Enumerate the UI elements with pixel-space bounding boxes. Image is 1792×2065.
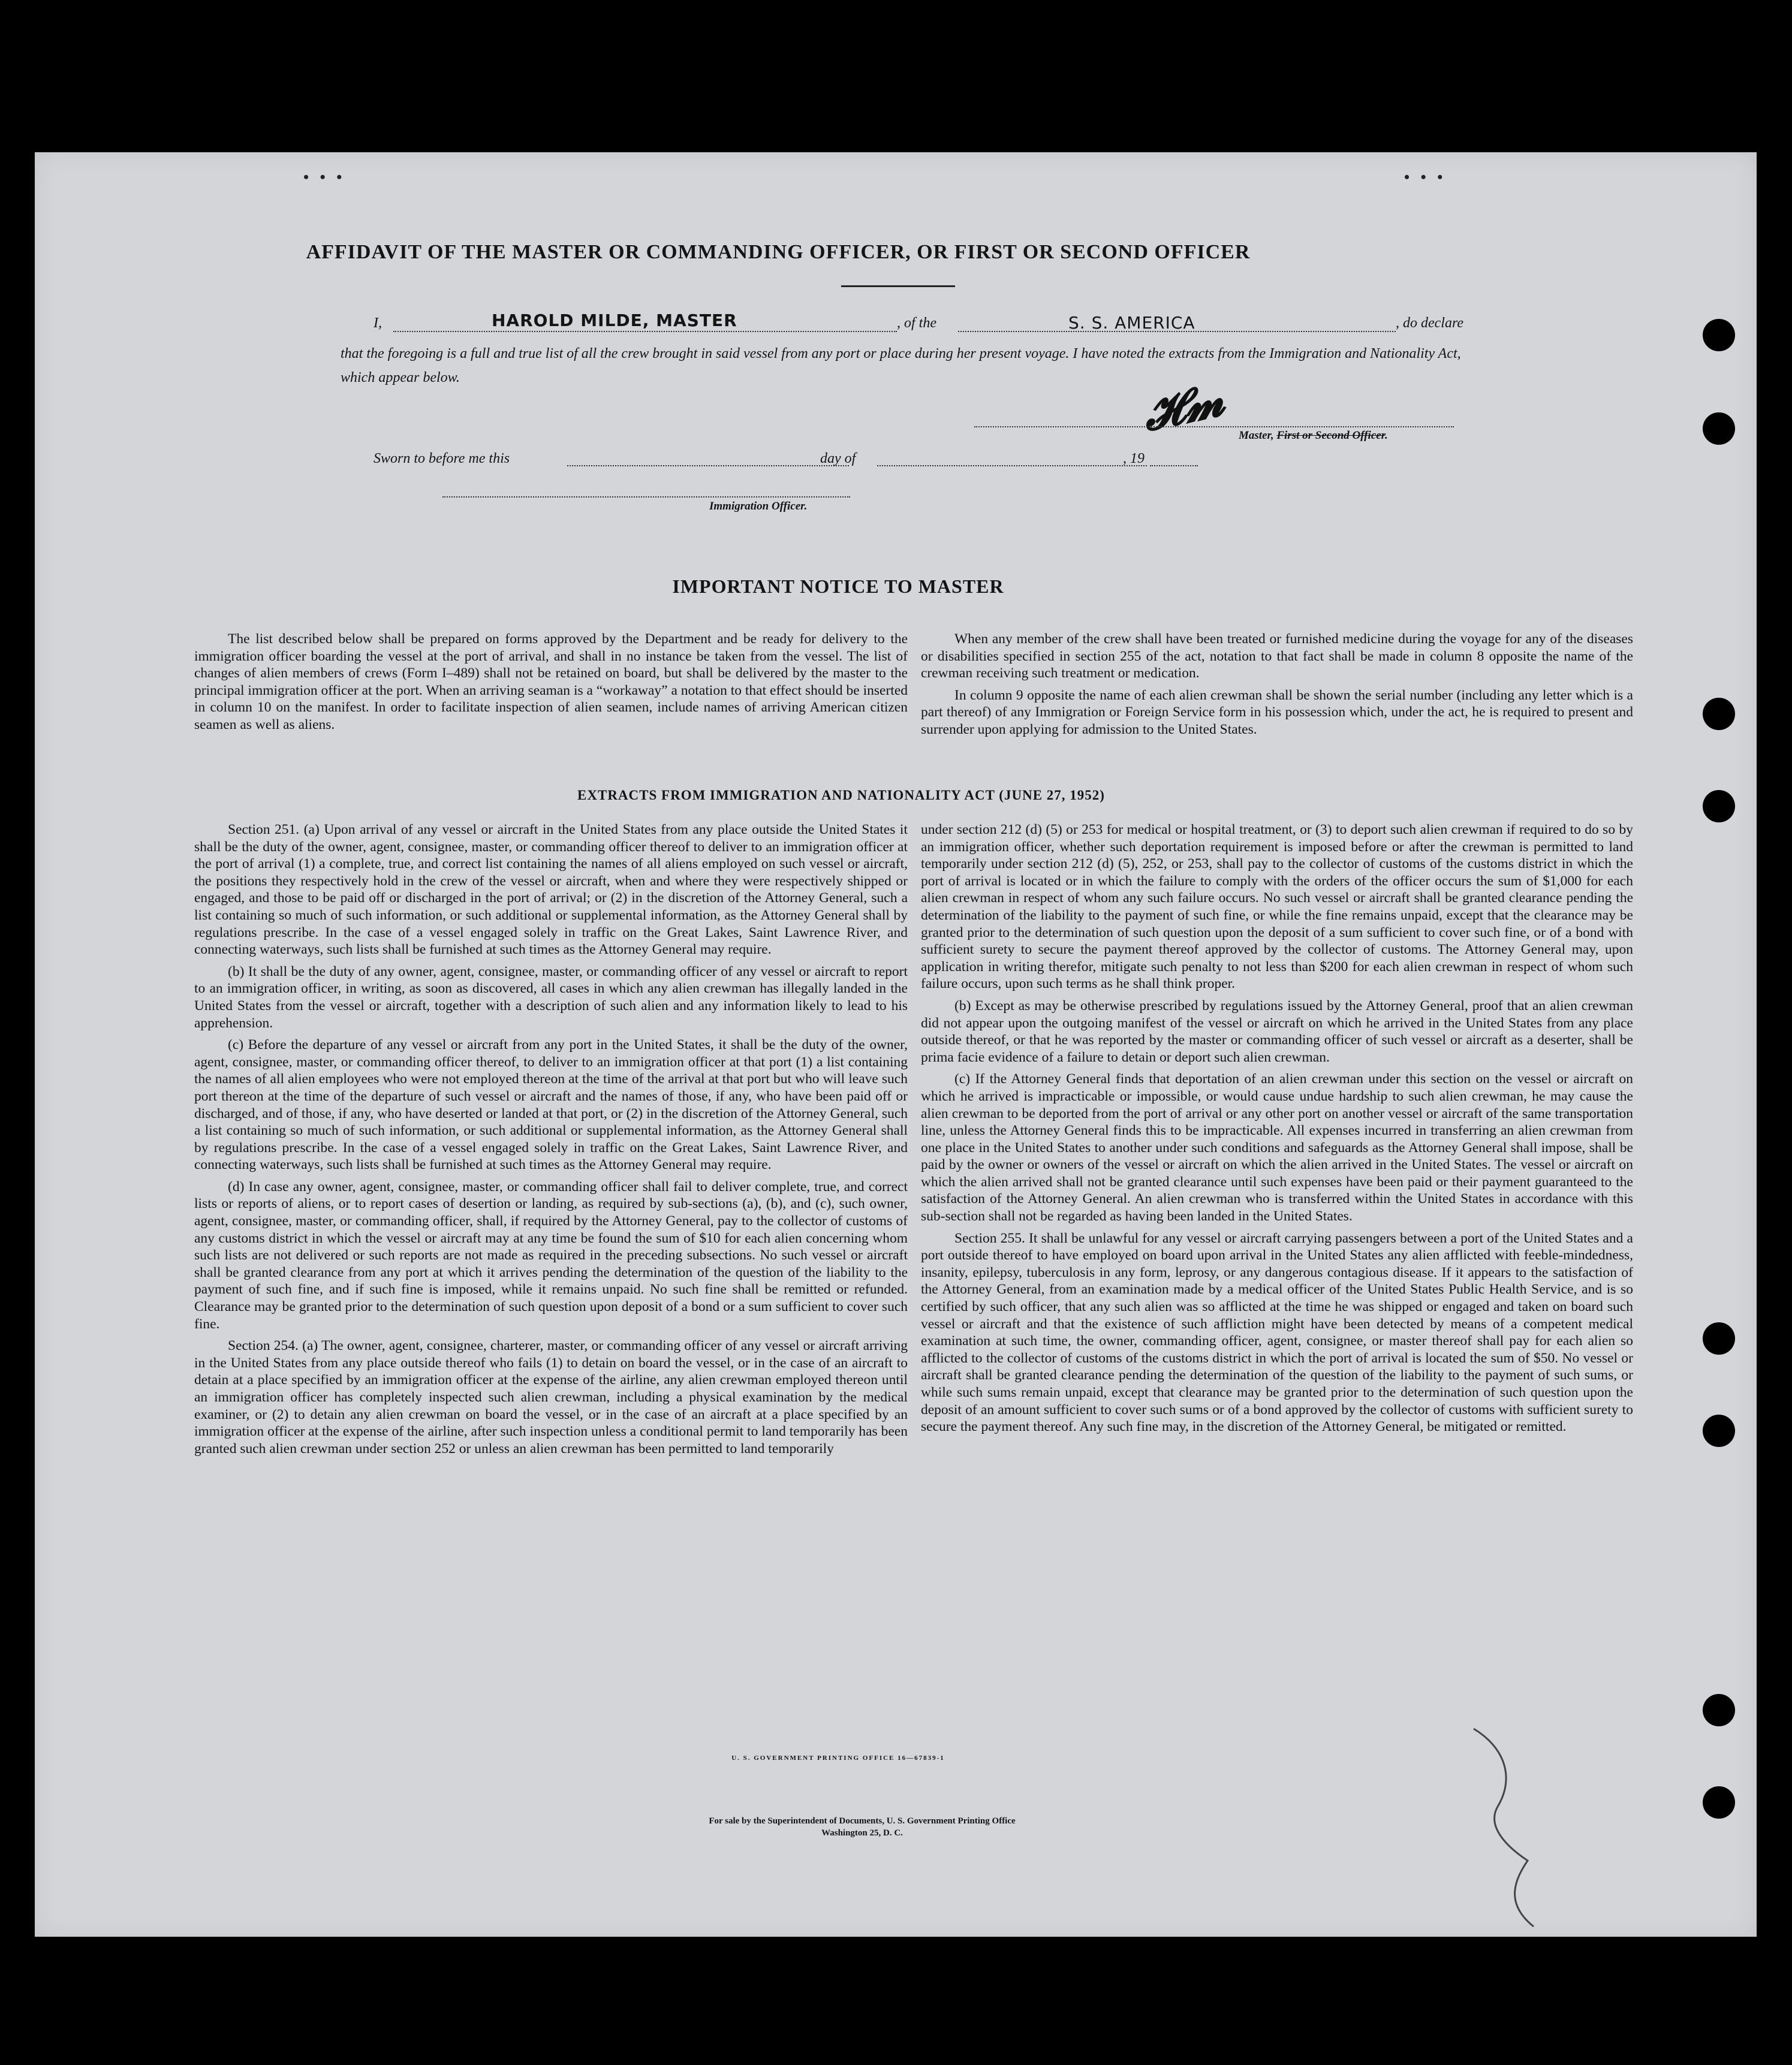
section-251-d: (d) In case any owner, agent, consignee, master, or commanding officer shall fail to deliver complete, true, and correct lists or reports of aliens, or to report cases of desertion or landing, as required by sub-sections (a), (b), and (c), such owner, agent, consignee, master, or commanding officer, shall, if required by the Attorney General, pay to the collector of customs of any customs district in which the vessel or aircraft may at any time be found the sum of $10 for each alien concerning whom such lists are not delivered or such reports are not made as required in the preceding subsections. No such vessel or aircraft shall be granted clearance from any port at which it arrives pending the determination of the question of the liability to the payment of such fine, and if such fine is imposed, while it remains unpaid. No such fine shall be remitted or refunded. Clearance may be granted prior to the determination of such question upon deposit of a bond or a sum sufficient to cover such fine. (194, 1178, 908, 1332)
of-the-label: , of the (897, 315, 936, 331)
punch-hole (1703, 1786, 1735, 1819)
extracts-right-column (921, 821, 1633, 1440)
sale-notice (35, 1815, 1689, 1839)
notice-right-paragraph-1: When any member of the crew shall have been treated or furnished medicine during the voyage for any of the diseases or disabilities specified in section 255 of the act, notation to that fact shall be made in column 8 opposite the name of the crewman receiving such treatment or medication. (921, 631, 1633, 682)
punch-hole (1703, 319, 1735, 351)
declaration-statement: that the foregoing is a full and true list of all the crew brought in said vessel from any port or place during her present voyage. I have noted the extracts from the Immigration and Nationality Act, which appear below. (341, 346, 1461, 385)
master-signature: 𝓗𝓶 (1138, 372, 1229, 442)
sale-notice-line-2: Washington 25, D. C. (821, 1828, 903, 1838)
section-251-b: (b) It shall be the duty of any owner, agent, consignee, master, or commanding officer of any vessel or aircraft to report to an immigration officer, in writing, as soon as discovered, all cases in which any alien crewman has illegally landed in the United States from the vessel or aircraft, together with a description of such alien and any information likely to lead to his apprehension. (194, 963, 908, 1031)
year-label: , 19 (1123, 451, 1145, 466)
name-fill-line (393, 331, 897, 332)
punch-hole (1703, 1322, 1735, 1355)
affidavit-title: AFFIDAVIT OF THE MASTER OR COMMANDING OFFICER, OR FIRST OR SECOND OFFICER (306, 241, 1251, 263)
sale-notice-line-1: For sale by the Superintendent of Documents, U. S. Government Printing Office (709, 1816, 1016, 1826)
day-of-label: day of (820, 451, 856, 466)
title-divider (841, 285, 955, 287)
corner-marks-left: • • • (303, 168, 346, 186)
vessel-name-value: S. S. AMERICA (1068, 313, 1195, 333)
section-255: Section 255. It shall be unlawful for any vessel or aircraft carrying passengers between a port of the United States and a port outside thereof to have employed on board upon arrival in the United States any alien afflicted with feeble-mindedness, insanity, epilepsy, tuberculosis in any form, leprosy, or any dangerous contagious disease. If it appears to the satisfaction of the Attorney General, from an examination made by a medical officer of the United States Public Health Service, and is so certified by such officer, that any such alien was so afflicted at the time he was shipped or engaged and taken on board such vessel or aircraft and that the existence of such affliction might have been detected by means of a competent medical examination at such time, the owner, commanding officer, agent, consignee, or master thereof shall pay for each alien so afflicted to the collector of customs of the customs district in which the port of arrival is located the sum of $50. No vessel or aircraft shall be granted clearance pending the determination of the question of the liability to the payment of such sums, or while such sums remain unpaid, except that clearance may be granted prior to the determination of such question upon the deposit of an amount sufficient to cover such sums or of a bond approved by the collector of customs with sufficient surety to secure the payment thereof. Any such fine may, in the discretion of the Attorney General, be mitigated or remitted. (921, 1230, 1633, 1435)
master-name-value: HAROLD MILDE, MASTER (492, 310, 737, 330)
section-254-b: (b) Except as may be otherwise prescribed by regulations issued by the Attorney General, proof that an alien crewman did not appear upon the outgoing manifest of the vessel or aircraft on which he arrived in the United States from any place outside thereof, or that he was reported by the master or commanding officer of such vessel or aircraft as a deserter, shall be prima facie evidence of a failure to detain or deport such alien crewman. (921, 997, 1633, 1065)
notice-right-column (921, 631, 1633, 743)
signature-caption: Master, First or Second Officer. (1239, 429, 1388, 442)
document-page (35, 152, 1757, 1937)
pencil-mark (1462, 1723, 1558, 1939)
punch-hole (1703, 698, 1735, 730)
i-label: I, (374, 315, 382, 331)
section-251-a: Section 251. (a) Upon arrival of any vessel or aircraft in the United States from any place outside the United States it shall be the duty of the owner, agent, consignee, master, or commanding officer thereof to deliver to an immigration officer at the port of arrival (1) a complete, true, and correct list containing the names of all aliens employed on such vessel or aircraft, the positions they respectively hold in the crew of the vessel or aircraft, when and where they were respectively shipped or engaged, and those to be paid off or discharged in the port of arrival; or (2) in the discretion of the Attorney General, such a list containing so much of such information, or such additional or supplemental information, as the Attorney General shall by regulations prescribe. In the case of a vessel engaged solely in traffic on the Great Lakes, Saint Lawrence River, and connecting waterways, such lists shall be furnished at such times as the Attorney General may require. (194, 822, 908, 958)
sworn-label: Sworn to before me this (374, 451, 510, 466)
extracts-left-column (194, 821, 908, 1462)
sworn-month-fill-line (877, 465, 1147, 466)
printing-office-line: U. S. GOVERNMENT PRINTING OFFICE 16—67839-1 (731, 1755, 945, 1762)
signature-caption-struck: First or Second Officer (1276, 429, 1386, 442)
notice-left-column (194, 631, 908, 738)
signature-caption-master: Master, (1239, 429, 1274, 442)
punch-hole (1703, 790, 1735, 822)
section-254-a: Section 254. (a) The owner, agent, consignee, charterer, master, or commanding officer of any vessel or aircraft arriving in the United States from any place outside thereof who fails (1) to detain on board the vessel, or in the case of an aircraft to detain at a place specified by an immigration officer at the expense of the airline, any alien crewman employed thereon until an immigration officer has completely inspected such alien crewman, including a physical examination by the medical examiner, or (2) to detain any alien crewman on board the vessel, or in the case of an aircraft at a place specified by an immigration officer at the expense of the airline, after such inspection unless a conditional permit to land temporarily has been granted such alien crewman under section 252 or unless an alien crewman has been permitted to land temporarily (194, 1338, 908, 1457)
extracts-title: EXTRACTS FROM IMMIGRATION AND NATIONALITY ACT (JUNE 27, 1952) (577, 788, 1105, 803)
signature-line (974, 426, 1454, 427)
sworn-day-fill-line (567, 465, 849, 466)
notice-left-paragraph: The list described below shall be prepared on forms approved by the Department and be ready for delivery to the immigration officer boarding the vessel at the port of arrival, and shall in no instance be taken from the vessel. The list of changes of alien members of crews (Form I–489) shall not be retained on board, but shall be delivered by the master to the principal immigration officer at the port. When an arriving seaman is a “workaway” a notation to that effect should be inserted in column 10 on the manifest. In order to facilitate inspection of alien seamen, include names of arriving American citizen seamen as well as aliens. (194, 631, 908, 732)
notice-right-paragraph-2: In column 9 opposite the name of each alien crewman shall be shown the serial number (including any letter which is a part thereof) of any Immigration or Foreign Service form in his possession which, under the act, he is required to present and surrender upon applying for admission to the United States. (921, 687, 1633, 737)
notice-title: IMPORTANT NOTICE TO MASTER (672, 575, 1004, 597)
section-254-c: (c) If the Attorney General finds that deportation of an alien crewman under this section on the vessel or aircraft on which he arrived is impracticable or impossible, or would cause undue hardship to such alien crewman, he may cause the alien crewman to be deported from the port of arrival or any other port on another vessel or aircraft of the same transportation line, unless the Attorney General finds this to be impracticable. All expenses incurred in transferring an alien crewman from one place in the United States to another under such conditions and safeguards as the Attorney General shall impose, shall be paid by the owner or owners of the vessel or aircraft on which the alien arrived in the United States. The vessel or aircraft on which the alien arrived shall not be granted clearance until such expenses have been paid or their payment guaranteed to the satisfaction of the Attorney General. An alien crewman who is transferred within the United States in accordance with this sub-section shall not be regarded as having been landed in the United States. (921, 1071, 1633, 1225)
punch-hole (1703, 1415, 1735, 1447)
punch-hole (1703, 412, 1735, 445)
immigration-officer-line (442, 496, 850, 498)
punch-hole (1703, 1694, 1735, 1726)
section-251-c: (c) Before the departure of any vessel or aircraft from any port in the United States, it shall be the duty of the owner, agent, consignee, master, or commanding officer thereof, to deliver to an immigration officer at that port (1) a list containing the names of all alien employees who were not employed thereon at the time of the arrival at that port but who will leave such port thereon at the time of the departure of such vessel or aircraft and the names of those, if any, who have been paid off or discharged, and of those, if any, who have deserted or landed at that port, or (2) in the discretion of the Attorney General, such a list containing so much of such information, or such additional or supplemental information, as the Attorney General shall by regulations prescribe. In the case of a vessel engaged solely in traffic on the Great Lakes, Saint Lawrence River, and connecting waterways, such lists shall be furnished at such times as the Attorney General may require. (194, 1037, 908, 1173)
sworn-year-fill-line (1150, 465, 1198, 466)
do-declare-label: , do declare (1396, 315, 1464, 331)
corner-marks-right: • • • (1404, 168, 1447, 186)
section-254-a-continued: under section 212 (d) (5) or 253 for medical or hospital treatment, or (3) to deport such alien crewman if required to do so by an immigration officer, whether such deportation requirement is imposed before or after the crewman is permitted to land temporarily under section 212 (d) (5), 252, or 253, shall pay to the collector of customs of the customs district in which the port of arrival is located or in which the failure to comply with the orders of the officer occurs the sum of $1,000 for each alien crewman in respect of whom any such failure occurs. No such vessel or aircraft shall be granted clearance pending the determination of the liability to the payment of such fine, or while the fine remains unpaid, except that the clearance may be granted prior to the determination of such question upon the deposit of a sum sufficient to cover such fine, or of a bond with sufficient surety to secure the payment thereof approved by the collector of customs. The Attorney General may, upon application in writing therefor, mitigate such penalty to not less than $200 for each alien crewman in respect of whom such failure occurs, upon such terms as he shall think proper. (921, 822, 1633, 992)
immigration-officer-label: Immigration Officer. (709, 500, 808, 513)
